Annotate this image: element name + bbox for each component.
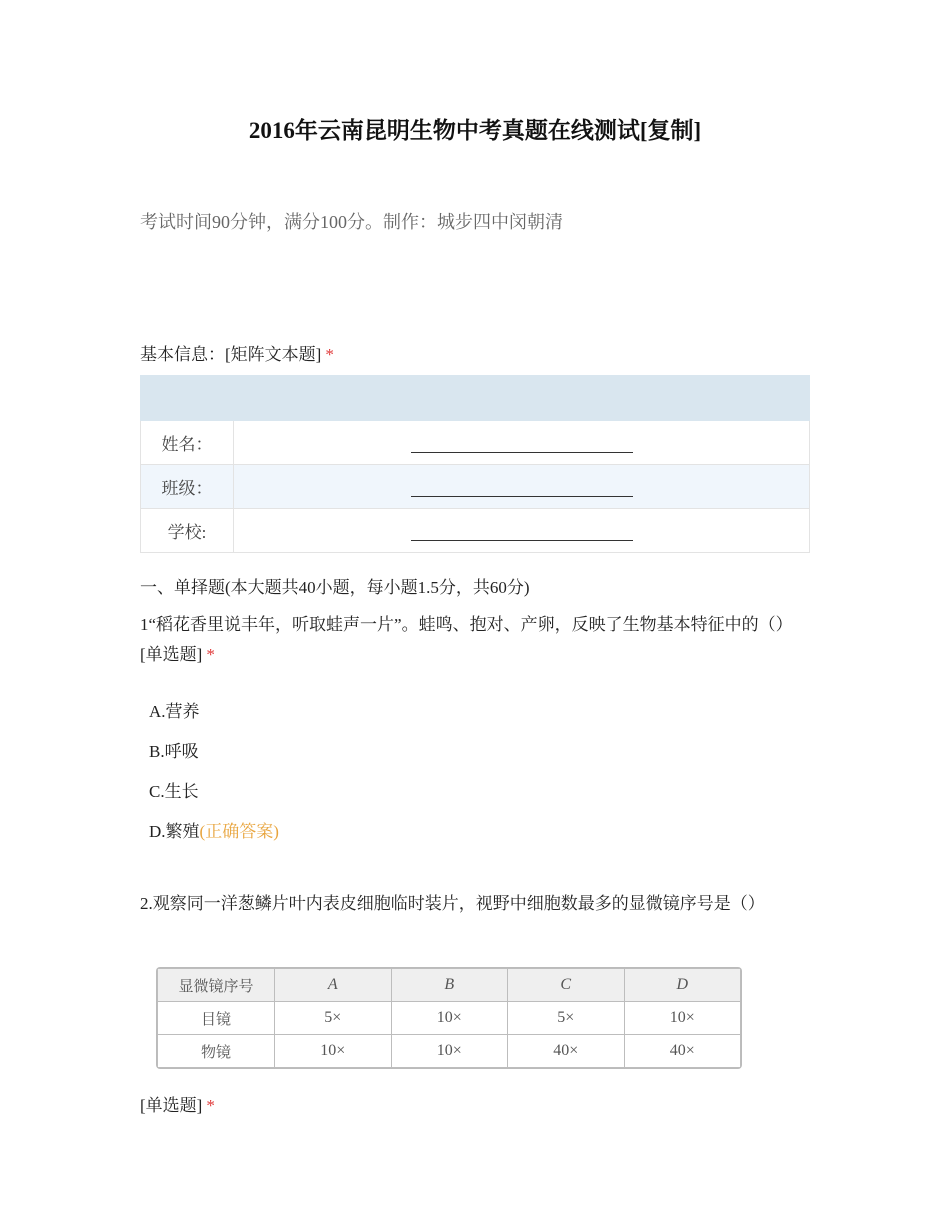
name-input-cell[interactable] bbox=[234, 421, 810, 465]
school-input[interactable] bbox=[411, 520, 633, 541]
microscope-cell: 40× bbox=[508, 1035, 625, 1068]
microscope-row-label: 物镜 bbox=[158, 1035, 275, 1068]
q2-type-label bbox=[140, 1091, 215, 1116]
microscope-cell: 10× bbox=[391, 1035, 508, 1068]
matrix-header-row bbox=[141, 376, 810, 421]
microscope-table bbox=[157, 968, 741, 1068]
question-1-text bbox=[140, 610, 810, 670]
q1-option-d[interactable] bbox=[149, 817, 279, 842]
microscope-cell: 10× bbox=[391, 1002, 508, 1035]
matrix-row-class bbox=[141, 465, 810, 509]
basic-info-matrix bbox=[140, 375, 810, 553]
matrix-header-cell bbox=[141, 376, 234, 421]
school-input-cell[interactable] bbox=[234, 509, 810, 553]
name-label: 姓名： bbox=[141, 421, 234, 465]
q1-option-d-text: D.繁殖 bbox=[149, 822, 200, 841]
matrix-row-name bbox=[141, 421, 810, 465]
required-asterisk: * bbox=[325, 345, 334, 364]
basic-info-label bbox=[140, 340, 334, 365]
microscope-header-cell: D bbox=[624, 969, 741, 1002]
basic-info-label-text: 基本信息：[矩阵文本题] bbox=[140, 345, 322, 364]
section-title: 一、单择题(本大题共40小题，每小题1.5分，共60分) bbox=[140, 578, 530, 597]
required-asterisk: * bbox=[206, 645, 215, 664]
matrix-header-cell bbox=[234, 376, 810, 421]
q1-option-b[interactable]: B.呼吸 bbox=[149, 742, 199, 761]
microscope-row-objective bbox=[158, 1035, 741, 1068]
microscope-header-row bbox=[158, 969, 741, 1002]
microscope-header-cell: 显微镜序号 bbox=[158, 969, 275, 1002]
question-1-stem: 1“稻花香里说丰年，听取蛙声一片”。蛙鸣、抱对、产卵，反映了生物基本特征中的（） [单选题] bbox=[140, 615, 793, 664]
q2-type-text: [单选题] bbox=[140, 1096, 203, 1115]
matrix-row-school bbox=[141, 509, 810, 553]
school-label: 学校: bbox=[141, 509, 234, 553]
class-input[interactable] bbox=[411, 476, 633, 497]
microscope-cell: 40× bbox=[624, 1035, 741, 1068]
correct-answer-marker: (正确答案) bbox=[199, 822, 279, 841]
microscope-cell: 10× bbox=[275, 1035, 392, 1068]
microscope-header-cell: B bbox=[391, 969, 508, 1002]
q1-option-c[interactable]: C.生长 bbox=[149, 782, 199, 801]
q1-option-a[interactable]: A.营养 bbox=[149, 702, 200, 721]
required-asterisk: * bbox=[206, 1096, 215, 1115]
exam-description: 考试时间90分钟，满分100分。制作：城步四中闵朝清 bbox=[140, 212, 563, 232]
microscope-cell: 5× bbox=[508, 1002, 625, 1035]
name-input[interactable] bbox=[411, 432, 633, 453]
microscope-row-label: 目镜 bbox=[158, 1002, 275, 1035]
class-label: 班级： bbox=[141, 465, 234, 509]
microscope-row-eyepiece bbox=[158, 1002, 741, 1035]
microscope-cell: 10× bbox=[624, 1002, 741, 1035]
microscope-header-cell: C bbox=[508, 969, 625, 1002]
question-2-text: 2.观察同一洋葱鳞片叶内表皮细胞临时装片，视野中细胞数最多的显微镜序号是（） bbox=[140, 894, 765, 913]
microscope-header-cell: A bbox=[275, 969, 392, 1002]
class-input-cell[interactable] bbox=[234, 465, 810, 509]
page-title: 2016年云南昆明生物中考真题在线测试[复制] bbox=[248, 118, 702, 143]
microscope-cell: 5× bbox=[275, 1002, 392, 1035]
